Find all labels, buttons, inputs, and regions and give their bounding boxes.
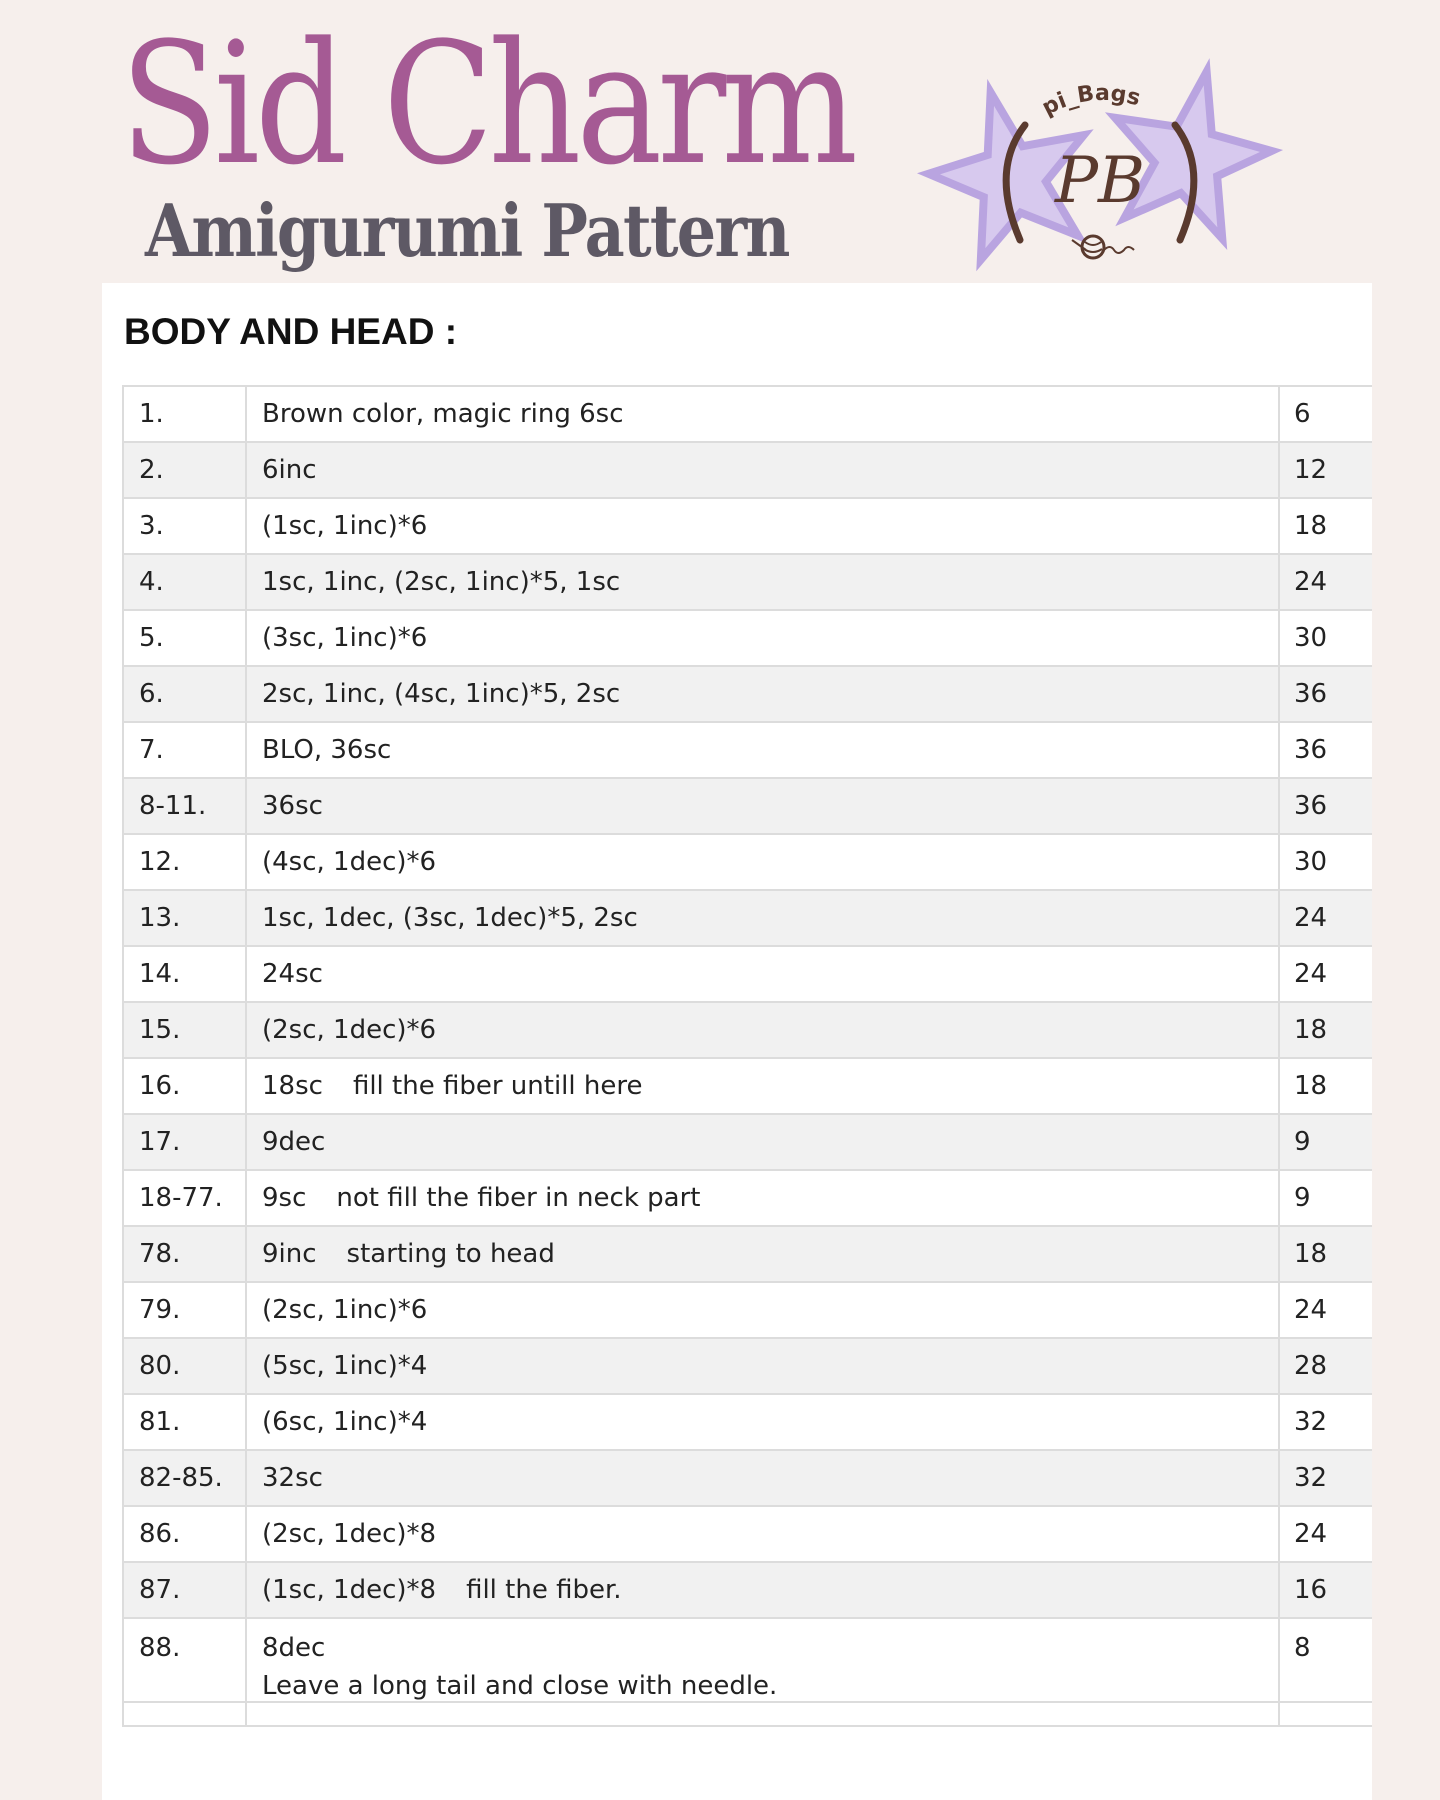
row-instruction-cell [246, 1002, 1279, 1058]
row-stitch-count: 16 [1279, 1562, 1372, 1618]
table-row [123, 386, 1372, 442]
row-number: 4. [123, 554, 246, 610]
row-number: 16. [123, 1058, 246, 1114]
row-number: 8-11. [123, 778, 246, 834]
row-stitch-count: 18 [1279, 1058, 1372, 1114]
table-row [123, 834, 1372, 890]
row-instruction-cell [246, 1450, 1279, 1506]
pattern-table [122, 385, 1372, 1727]
row-number: 80. [123, 1338, 246, 1394]
table-row [123, 946, 1372, 1002]
row-instruction-cell [246, 610, 1279, 666]
table-row [123, 1058, 1372, 1114]
row-stitch-count: 28 [1279, 1338, 1372, 1394]
row-number: 5. [123, 610, 246, 666]
row-number: 12. [123, 834, 246, 890]
row-instruction-cell [246, 666, 1279, 722]
logo-graphic [890, 50, 1310, 290]
row-stitch-count: 18 [1279, 498, 1372, 554]
table-row [123, 1114, 1372, 1170]
row-stitch-count: 36 [1279, 666, 1372, 722]
row-number: 86. [123, 1506, 246, 1562]
row-number: 18-77. [123, 1170, 246, 1226]
row-instruction: (1sc, 1dec)*8 [262, 1575, 437, 1605]
brand-monogram: PB [1054, 144, 1146, 218]
row-instruction-cell [246, 1338, 1279, 1394]
row-stitch-count: 24 [1279, 890, 1372, 946]
row-stitch-count: 24 [1279, 946, 1372, 1002]
row-instruction: 32sc [262, 1463, 323, 1493]
row-instruction-cell [246, 1114, 1279, 1170]
row-instruction-cell [246, 386, 1279, 442]
table-row [123, 666, 1372, 722]
row-number: 1. [123, 386, 246, 442]
row-stitch-count: 24 [1279, 1506, 1372, 1562]
pattern-sheet [102, 283, 1372, 1800]
table-row [123, 1170, 1372, 1226]
row-note: Leave a long tail and close with needle. [262, 1671, 778, 1701]
row-number: 81. [123, 1394, 246, 1450]
row-note: starting to head [346, 1239, 555, 1269]
row-instruction: 8dec [262, 1633, 326, 1663]
row-stitch-count: 32 [1279, 1450, 1372, 1506]
table-row [123, 1338, 1372, 1394]
row-number: 88. [123, 1618, 246, 1702]
row-stitch-count: 24 [1279, 554, 1372, 610]
row-instruction: 1sc, 1inc, (2sc, 1inc)*5, 1sc [262, 567, 621, 597]
row-number: 13. [123, 890, 246, 946]
row-number: 15. [123, 1002, 246, 1058]
row-instruction-cell [246, 1226, 1279, 1282]
brand-logo [890, 50, 1310, 290]
row-stitch-count: 30 [1279, 610, 1372, 666]
row-instruction-cell [246, 1618, 1279, 1702]
row-stitch-count: 30 [1279, 834, 1372, 890]
empty-cell [1279, 1702, 1372, 1726]
row-instruction-cell [246, 1506, 1279, 1562]
table-row [123, 1002, 1372, 1058]
row-instruction: (5sc, 1inc)*4 [262, 1351, 428, 1381]
table-row [123, 1450, 1372, 1506]
empty-cell [246, 1702, 1279, 1726]
table-row [123, 1618, 1372, 1702]
row-number: 7. [123, 722, 246, 778]
row-instruction: 9inc [262, 1239, 317, 1269]
header [0, 0, 1440, 285]
row-instruction: 36sc [262, 791, 323, 821]
row-instruction-cell [246, 1170, 1279, 1226]
row-stitch-count: 9 [1279, 1170, 1372, 1226]
row-stitch-count: 18 [1279, 1226, 1372, 1282]
table-row [123, 778, 1372, 834]
row-note: not fill the fiber in neck part [336, 1183, 701, 1213]
row-stitch-count: 24 [1279, 1282, 1372, 1338]
row-number: 6. [123, 666, 246, 722]
row-stitch-count: 12 [1279, 442, 1372, 498]
row-instruction: 6inc [262, 455, 317, 485]
row-instruction: Brown color, magic ring 6sc [262, 399, 624, 429]
row-number: 2. [123, 442, 246, 498]
row-instruction: 2sc, 1inc, (4sc, 1inc)*5, 2sc [262, 679, 621, 709]
row-instruction: 24sc [262, 959, 323, 989]
row-instruction-cell [246, 1058, 1279, 1114]
table-row-empty [123, 1702, 1372, 1726]
row-stitch-count: 36 [1279, 722, 1372, 778]
table-row [123, 1506, 1372, 1562]
row-number: 82-85. [123, 1450, 246, 1506]
table-row [123, 554, 1372, 610]
row-instruction: 1sc, 1dec, (3sc, 1dec)*5, 2sc [262, 903, 638, 933]
row-instruction: BLO, 36sc [262, 735, 392, 765]
row-instruction-cell [246, 946, 1279, 1002]
brand-name: pi_Bags [1038, 80, 1143, 121]
row-instruction-cell [246, 722, 1279, 778]
row-instruction-cell [246, 1282, 1279, 1338]
table-row [123, 722, 1372, 778]
row-note: fill the fiber untill here [352, 1071, 643, 1101]
page-title: Sid Charm [120, 6, 853, 202]
row-instruction-cell [246, 498, 1279, 554]
row-number: 14. [123, 946, 246, 1002]
row-stitch-count: 8 [1279, 1618, 1372, 1702]
row-stitch-count: 9 [1279, 1114, 1372, 1170]
row-number: 79. [123, 1282, 246, 1338]
row-instruction: (1sc, 1inc)*6 [262, 511, 428, 541]
row-instruction: (4sc, 1dec)*6 [262, 847, 437, 877]
table-row [123, 498, 1372, 554]
row-instruction-cell [246, 778, 1279, 834]
row-instruction: (2sc, 1dec)*6 [262, 1015, 437, 1045]
row-instruction-cell [246, 890, 1279, 946]
row-instruction-cell [246, 554, 1279, 610]
row-number: 17. [123, 1114, 246, 1170]
section-title: BODY AND HEAD : [124, 311, 458, 352]
row-instruction: (2sc, 1inc)*6 [262, 1295, 428, 1325]
row-note: fill the fiber. [466, 1575, 622, 1605]
row-stitch-count: 18 [1279, 1002, 1372, 1058]
row-instruction: (3sc, 1inc)*6 [262, 623, 428, 653]
table-row [123, 442, 1372, 498]
row-instruction: 9sc [262, 1183, 307, 1213]
table-row [123, 1394, 1372, 1450]
row-stitch-count: 32 [1279, 1394, 1372, 1450]
row-instruction: (2sc, 1dec)*8 [262, 1519, 437, 1549]
table-row [123, 610, 1372, 666]
row-stitch-count: 36 [1279, 778, 1372, 834]
row-instruction: 9dec [262, 1127, 326, 1157]
row-instruction: (6sc, 1inc)*4 [262, 1407, 428, 1437]
table-row [123, 890, 1372, 946]
row-instruction-cell [246, 442, 1279, 498]
empty-cell [123, 1702, 246, 1726]
row-number: 78. [123, 1226, 246, 1282]
row-instruction: 18sc [262, 1071, 323, 1101]
row-number: 87. [123, 1562, 246, 1618]
row-number: 3. [123, 498, 246, 554]
table-row [123, 1282, 1372, 1338]
row-stitch-count: 6 [1279, 386, 1372, 442]
table-row [123, 1562, 1372, 1618]
row-instruction-cell [246, 834, 1279, 890]
table-row [123, 1226, 1372, 1282]
row-instruction-cell [246, 1394, 1279, 1450]
row-instruction-cell [246, 1562, 1279, 1618]
page-subtitle: Amigurumi Pattern [145, 188, 789, 273]
